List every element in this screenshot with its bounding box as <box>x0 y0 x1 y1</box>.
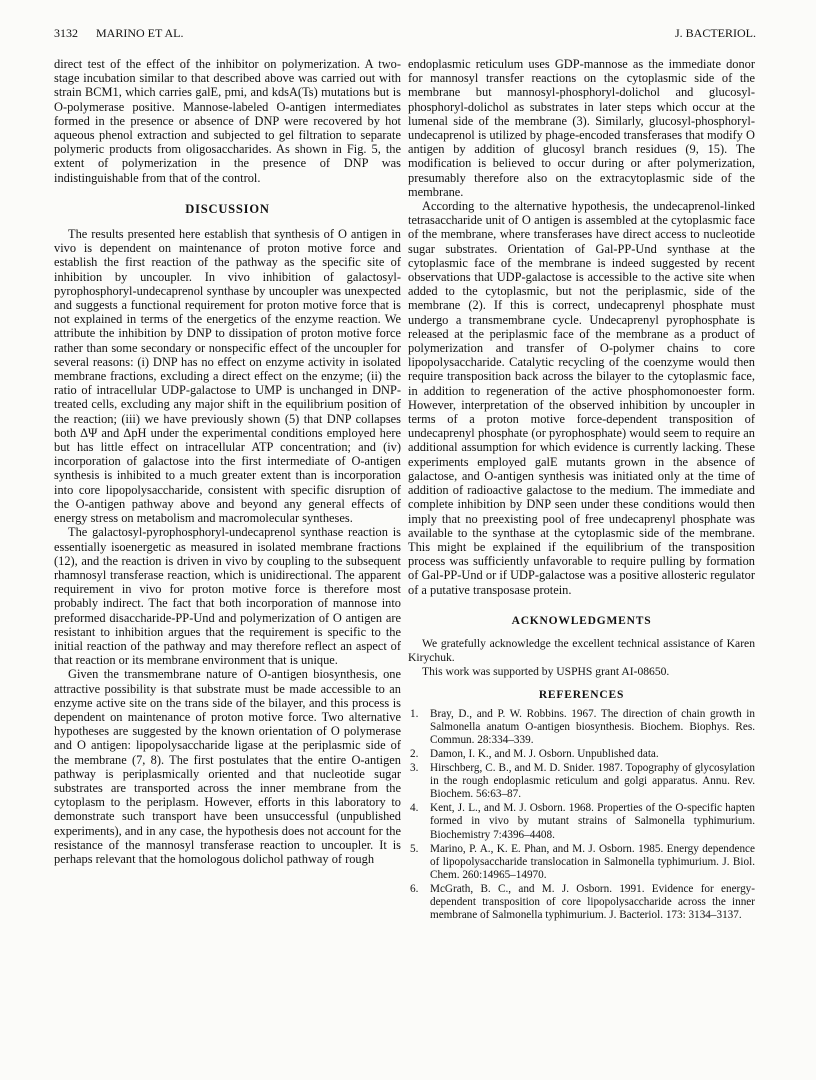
reference-item <box>408 708 755 747</box>
reference-number: 4. <box>410 802 419 815</box>
reference-text: Damon, I. K., and M. J. Osborn. Unpublished data. <box>430 748 659 761</box>
left-column <box>54 57 401 866</box>
reference-number: 6. <box>410 882 419 895</box>
paragraph: According to the alternative hypothesis, the undecaprenol-linked tetrasaccharide unit of O antigen is assembled at the cytoplasmic face of the membrane, where transferases have direct access to nucleotide sugar substrates. Orientation of Gal-PP-Und synthase at the cytoplasmic face of the membrane is indeed suggested by recent observations that UDP-galactose is accessible to the active site when added to the cytoplasmic, but not the periplasmic, side of the membrane (2). If this is correct, undecaprenyl phosphate must undergo a transmembrane cycle. Undecaprenyl pyrophosphate is released at the periplasmic face of the membrane as a product of polymerization and transfer of O-polymer chains to core lipopolysaccharide. Catalytic recycling of the coenzyme would then require transposition back across the bilayer to the cytoplasmic face, in addition to regeneration of the active phosphomonoester form. However, interpretation of the observed inhibition by uncoupler in terms of a proton motive force-dependent transposition of undecaprenyl phosphate (or pyrophosphate) would seem to require an additional assumption for which evidence is currently lacking. These experiments employed galE mutants grown in the absence of galactose, and O-antigen synthesis was initiated only at the time of addition of radioactive galactose to the medium. The immediate and complete inhibition by DNP seen under these conditions would then imply that no preexisting pool of free undecaprenyl phosphate was available to the synthase at the cytoplasmic side of the membrane. This might be explained if the equilibrium of the transposition process was sufficiently unfavorable to require pulling by formation of Gal-PP-Und or if UDP-galactose was a positive allosteric regulator of a putative transposase protein. <box>408 199 755 597</box>
page-number: 3132 <box>54 26 78 40</box>
reference-text: Bray, D., and P. W. Robbins. 1967. The direction of chain growth in Salmonella anatum O-antigen biosynthesis. Biochem. Biophys. Res. Commun. 28:334–339. <box>430 707 755 746</box>
acknowledgment-text: We gratefully acknowledge the excellent technical assistance of Karen Kirychuk. <box>408 636 755 665</box>
page-header <box>54 26 756 44</box>
paragraph: The galactosyl-pyrophosphoryl-undecaprenol synthase reaction is essentially isoenergetic as measured in isolated membrane fractions (12), and the reaction is driven in vivo by coupling to the subsequent rhamnosyl transferase reaction, which is unidirectional. The apparent requirement in vivo for proton motive force is therefore most probably indirect. The fact that both incorporation of mannose into preformed disaccharide-PP-Und and polymerization of O antigen are resistant to inhibition argues that the requirement is specific to the initial reaction of the pathway and may therefore reflect an aspect of that reaction or its membrane environment that is unique. <box>54 525 401 668</box>
reference-text: Hirschberg, C. B., and M. D. Snider. 1987. Topography of glycosylation in the rough endoplasmic reticulum and golgi apparatus. Annu. Rev. Biochem. 56:63–87. <box>430 762 755 801</box>
reference-item <box>408 802 755 841</box>
journal-name: J. BACTERIOL. <box>675 26 756 40</box>
reference-number: 2. <box>410 748 419 761</box>
reference-list <box>408 708 755 923</box>
paragraph: Given the transmembrane nature of O-antigen biosynthesis, one attractive possibility is that substrate must be made accessible to an enzyme active site on the trans side of the bilayer, and this process is dependent on maintenance of proton motive force. Two alternative hypotheses are suggested by the known orientation of O polymerase and O antigen: lipopolysaccharide ligase at the periplasmic side of the membrane (7, 8). The first postulates that the entire O-antigen pathway is periplasmically oriented and that nucleotide sugar substrates are transported across the inner membrane from the cytoplasm to the periplasm. However, efforts in this laboratory to demonstrate such transport have been unsuccessful (unpublished experiments), and in any case, the hypothesis does not account for the resistance of the mannosyl transferase reaction to uncoupler. It is perhaps relevant that the homologous dolichol pathway of rough <box>54 667 401 866</box>
reference-number: 3. <box>410 762 419 775</box>
section-heading-acknowledgments: ACKNOWLEDGMENTS <box>511 614 652 627</box>
running-authors: MARINO ET AL. <box>96 26 184 40</box>
reference-number: 5. <box>410 842 419 855</box>
paragraph: The results presented here establish that synthesis of O antigen in vivo is dependent on maintenance of proton motive force and establish the first reaction of the pathway as the specific site of inhibition by uncoupler. In vivo inhibition of galactosyl-pyrophosphoryl-undecaprenol synthase by uncoupler was unexpected and suggests a functional requirement for proton motive force that is not explained in terms of the energetics of the enzyme reaction. We attribute the inhibition by DNP to dissipation of proton motive force rather than some secondary or nonspecific effect of the uncoupler for several reasons: (i) DNP has no effect on enzyme activity in isolated membrane fractions, excluding a direct effect on the enzyme; (ii) the ratio of intracellular UDP-galactose to UMP is unchanged in DNP-treated cells, excluding any major shift in the equilibrium position of the reaction; (iii) we have previously shown (5) that DNP collapses both ΔΨ and ΔpH under the experimental conditions employed here but has little effect on intracellular ATP concentration; and (iv) incorporation of galactose into the first intermediate of O-antigen synthesis is inhibited to a much greater extent than is incorporation into core lipopolysaccharide, consistent with specific disruption of the O-antigen pathway above and beyond any general effects of energy stress on metabolism and macromolecular syntheses. <box>54 227 401 526</box>
reference-item <box>408 843 755 882</box>
reference-number: 1. <box>410 707 419 720</box>
right-column <box>408 57 755 923</box>
funding-text: This work was supported by USPHS grant AI-08650. <box>422 665 670 679</box>
reference-text: Marino, P. A., K. E. Phan, and M. J. Osborn. 1985. Energy dependence of lipopolysaccharide translocation in Salmonella typhimurium. J. Biol. Chem. 260:14965–14970. <box>430 842 755 881</box>
reference-item <box>408 762 755 801</box>
reference-text: Kent, J. L., and M. J. Osborn. 1968. Properties of the O-specific hapten formed in vivo by mutant strains of Salmonella typhimurium. Biochemistry 7:4396–4408. <box>430 802 755 841</box>
reference-item <box>408 748 755 761</box>
section-heading-discussion: DISCUSSION <box>185 201 270 216</box>
paragraph: direct test of the effect of the inhibitor on polymerization. A two-stage incubation similar to that described above was carried out with strain BCM1, which carries galE, pmi, and kdsA(Ts) mutations but is O-polymerase positive. Mannose-labeled O-antigen intermediates formed in the presence or absence of DNP were recovered by hot aqueous phenol extraction and subjected to gel filtration to separate polymeric products from oligosaccharides. As shown in Fig. 5, the extent of polymerization in the presence of DNP was indistinguishable from that of the control. <box>54 57 401 185</box>
reference-text: McGrath, B. C., and M. J. Osborn. 1991. Evidence for energy-dependent transposition of core lipopolysaccharide across the inner membrane of Salmonella typhimurium. J. Bacteriol. 173: 3134–3137. <box>430 882 755 922</box>
paragraph: endoplasmic reticulum uses GDP-mannose as the immediate donor for mannosyl transfer reactions on the cytoplasmic side of the membrane but mannosyl-phosphoryl-dolichol and glucosyl-phosphoryl-dolichol as substrates in later steps which occur at the lumenal side of the membrane (3). Similarly, glucosyl-phosphoryl-undecaprenol is utilized by phage-encoded transferases that modify O antigen by addition of glucosyl branch residues (9, 15). The modification is believed to occur during or after polymerization, presumably therefore also on the extracytoplasmic side of the membrane. <box>408 57 755 199</box>
section-heading-references: REFERENCES <box>538 688 625 701</box>
reference-item <box>408 883 755 922</box>
